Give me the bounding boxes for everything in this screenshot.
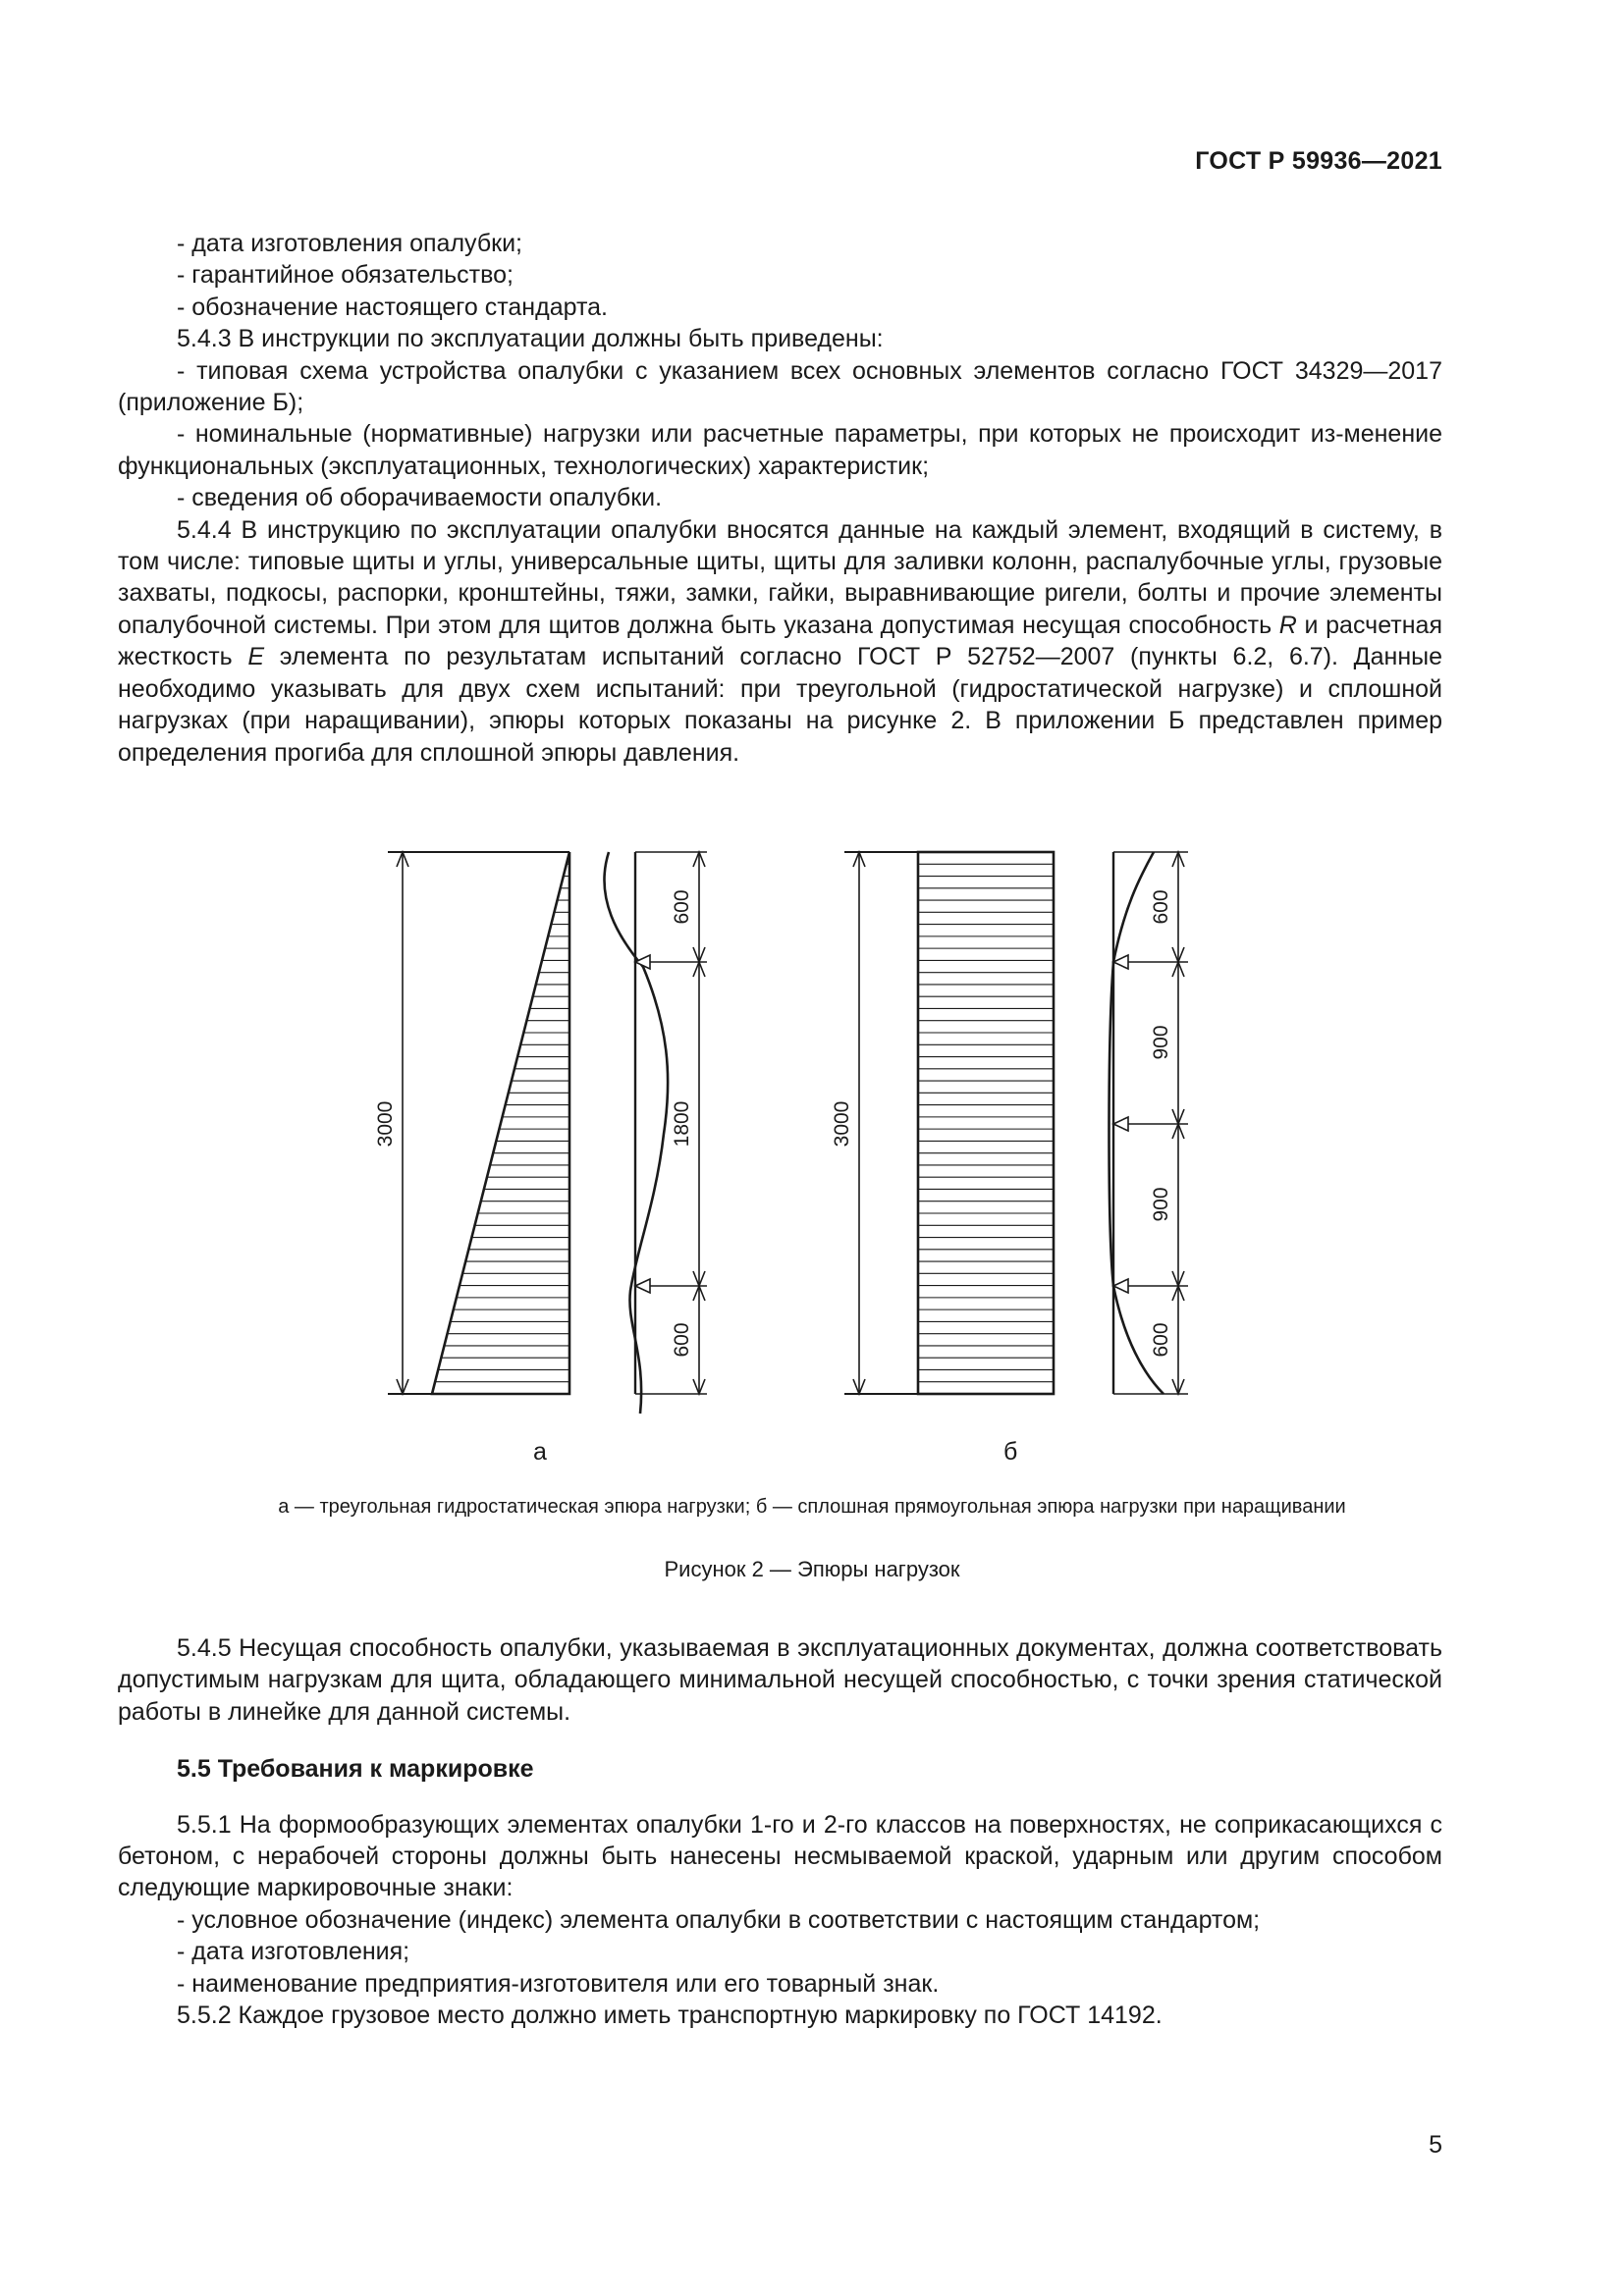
figure-letter-b: б: [1003, 1438, 1018, 1466]
variable-r: R: [1278, 611, 1297, 639]
paragraph-5-4-4-part1: 5.4.4 В инструкцию по эксплуатации опалубки вносятся данные на каждый элемент, входящий в систему, в том числе: типовые щиты и углы, универсальные щиты, щиты для заливки колонн, распалубочные углы, грузовые захваты, подкосы, распорки, кронштейны, тяжи, замки, гайки, выравнивающие ригели, болты и прочие элементы опалубочной системы. При этом для щитов должна быть указана допустимая несущая способность: [118, 515, 1442, 639]
support-icon: [1113, 1117, 1128, 1131]
diagram-b-total-label: 3000: [831, 1100, 853, 1148]
section-heading-5-5: 5.5 Требования к маркировке: [177, 1755, 534, 1784]
list-item: - обозначение настоящего стандарта.: [177, 293, 608, 321]
diagram-b-segment-label: 900: [1150, 1187, 1172, 1222]
paragraph-5-4-4-part2: и расчетная жесткость: [118, 611, 1442, 671]
figure-letter-a: а: [533, 1438, 547, 1466]
list-item: - дата изготовления;: [177, 1938, 410, 1966]
diagram-a-segment-label: 600: [671, 889, 693, 925]
document-code: ГОСТ Р 59936—2021: [1195, 147, 1442, 175]
support-icon: [635, 1279, 650, 1293]
paragraph-5-5-1: 5.5.1 На формообразующих элементах опалубки 1-го и 2-го классов на поверхностях, не соприкасающихся с бетоном, с нерабочей стороны должны быть нанесены несмываемой краской, ударным или другим способом следующие маркировочные знаки:: [118, 1810, 1442, 1902]
diagram-b: [831, 852, 1188, 1394]
diagram-a: [374, 852, 707, 1414]
paragraph-5-4-3: 5.4.3 В инструкции по эксплуатации должны быть приведены:: [177, 325, 884, 353]
diagram-b-segment-label: 900: [1150, 1025, 1172, 1060]
diagram-a-total-label: 3000: [374, 1100, 397, 1148]
list-item: - номинальные (нормативные) нагрузки или расчетные параметры, при которых не происходит из-менение функциональных (эксплуатационных, технологических) характеристик;: [118, 420, 1442, 480]
list-item: - наименование предприятия-изготовителя или его товарный знак.: [177, 1969, 940, 1998]
body-text-top: [118, 228, 1442, 769]
figure-legend: а — треугольная гидростатическая эпюра нагрузки; б — сплошная прямоугольная эпюра нагрузки при наращивании: [278, 1496, 1346, 1518]
paragraph-5-4-4: [118, 514, 1442, 769]
paragraph-5-5-2: 5.5.2 Каждое грузовое место должно иметь транспортную маркировку по ГОСТ 14192.: [177, 2002, 1163, 2030]
diagram-b-hatching: [918, 864, 1054, 1381]
diagram-b-segment-label: 600: [1150, 889, 1172, 925]
paragraph-5-4-5: 5.4.5 Несущая способность опалубки, указываемая в эксплуатационных документах, должна соответствовать допустимым нагрузкам для щита, обладающего минимальной несущей способностью, с точки зрения статической работы в линейке для данной системы.: [118, 1634, 1442, 1726]
figure-2: [0, 839, 1624, 1468]
figure-2-drawing: [0, 839, 1624, 1468]
list-item: - условное обозначение (индекс) элемента опалубки в соответствии с настоящим стандартом;: [177, 1905, 1261, 1934]
diagram-a-triangle-epure: [432, 852, 569, 1394]
body-text-bottom: [118, 1632, 1442, 2031]
list-item: - типовая схема устройства опалубки с указанием всех основных элементов согласно ГОСТ 34329—2017 (приложение Б);: [118, 356, 1442, 417]
paragraph-5-4-4-part3: элемента по результатам испытаний согласно ГОСТ Р 52752—2007 (пункты 6.2, 6.7). Данные необходимо указывать для двух схем испытаний: при треугольной (гидростатической нагрузке) и сплошной нагрузках (при наращивании), эпюры которых показаны на рисунке 2. В приложении Б представлен пример определения прогиба для сплошной эпюры давления.: [118, 643, 1442, 767]
diagram-b-segment-label: 600: [1150, 1322, 1172, 1358]
page-number: 5: [1429, 2131, 1442, 2159]
diagram-a-segment-label: 600: [671, 1322, 693, 1358]
figure-caption: Рисунок 2 — Эпюры нагрузок: [664, 1557, 960, 1581]
diagram-a-segment-label: 1800: [671, 1100, 693, 1148]
list-item: - сведения об оборачиваемости опалубки.: [177, 484, 663, 512]
diagram-b-rectangle-epure: [918, 852, 1054, 1394]
list-item: - гарантийное обязательство;: [177, 261, 514, 290]
list-item: - дата изготовления опалубки;: [177, 230, 522, 257]
variable-e: E: [247, 643, 265, 671]
